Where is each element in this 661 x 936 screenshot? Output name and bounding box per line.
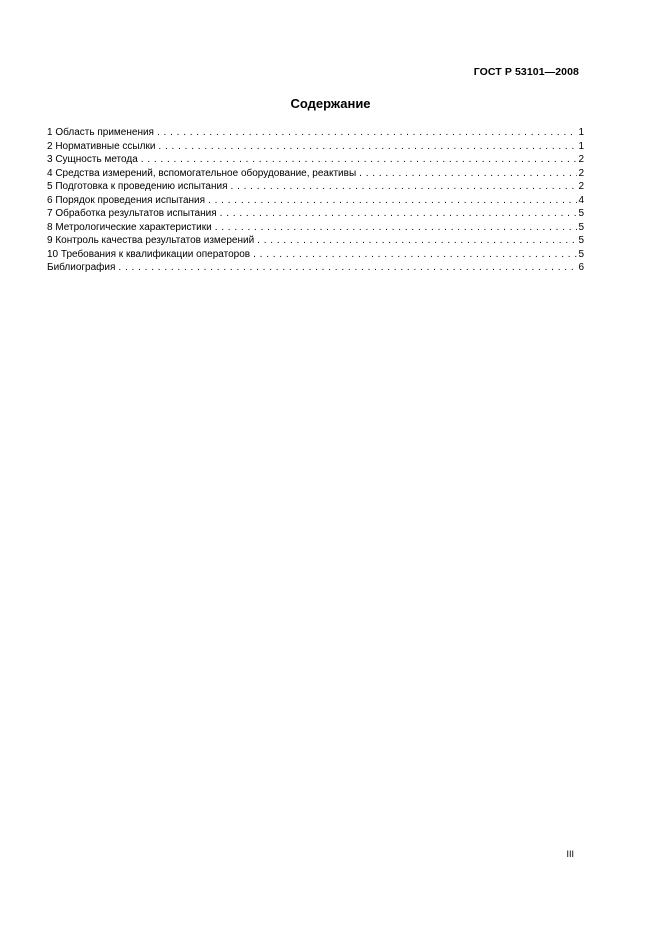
toc-entry-page: 5: [578, 208, 584, 219]
toc-title: Содержание: [290, 96, 371, 111]
toc-entry-page: 2: [578, 154, 584, 165]
toc-leader-dots: [158, 140, 577, 154]
document-code: ГОСТ Р 53101—2008: [473, 66, 579, 78]
toc-entry-label: 1 Область применения: [47, 127, 154, 138]
toc-entry-page: 4: [578, 194, 584, 206]
toc-leader-dots: [141, 153, 578, 167]
toc-entry[interactable]: [47, 153, 584, 167]
toc-entry[interactable]: [47, 248, 584, 262]
toc-entry-label: 2 Нормативные ссылки: [47, 140, 156, 152]
toc-entry-page: 2: [578, 167, 584, 179]
toc-entry[interactable]: [47, 180, 584, 194]
toc-entry-page: 1: [578, 127, 584, 138]
toc-entry-label: 6 Порядок проведения испытания: [47, 194, 206, 206]
toc-entry-label: 10 Требования к квалификации операторов: [47, 248, 251, 260]
toc-entry[interactable]: [47, 167, 584, 181]
toc-entry-label: Библиография: [47, 262, 116, 273]
toc-entry[interactable]: [47, 126, 584, 140]
toc-leader-dots: [253, 248, 577, 262]
toc-entry[interactable]: [47, 207, 584, 221]
toc-entry-page: 2: [578, 181, 584, 192]
toc-entry-label: 3 Сущность метода: [47, 154, 138, 165]
toc-entry-page: 5: [578, 235, 584, 246]
toc-entry[interactable]: [47, 194, 584, 208]
toc-entry-page: 1: [578, 140, 584, 152]
toc-leader-dots: [208, 194, 577, 208]
toc-entry[interactable]: [47, 261, 584, 275]
toc-leader-dots: [231, 180, 578, 194]
toc-leader-dots: [220, 207, 578, 221]
toc-entry[interactable]: [47, 221, 584, 235]
toc-entry-label: 9 Контроль качества результатов измерений: [47, 235, 255, 246]
toc-leader-dots: [359, 167, 577, 181]
toc-entry[interactable]: [47, 234, 584, 248]
toc-entry-label: 7 Обработка результатов испытания: [47, 208, 217, 219]
table-of-contents: [47, 126, 584, 275]
toc-entry-page: 6: [578, 262, 584, 273]
page-number: III: [566, 849, 574, 859]
toc-leader-dots: [215, 221, 578, 235]
toc-entry[interactable]: [47, 140, 584, 154]
toc-leader-dots: [157, 126, 577, 140]
toc-entry-page: 5: [578, 248, 584, 260]
toc-entry-label: 8 Метрологические характеристики: [47, 221, 212, 233]
toc-entry-label: 5 Подготовка к проведению испытания: [47, 181, 228, 192]
toc-entry-label: 4 Средства измерений, вспомогательное оборудование, реактивы: [47, 167, 357, 179]
toc-entry-page: 5: [578, 221, 584, 233]
toc-leader-dots: [118, 261, 577, 275]
toc-leader-dots: [257, 234, 577, 248]
